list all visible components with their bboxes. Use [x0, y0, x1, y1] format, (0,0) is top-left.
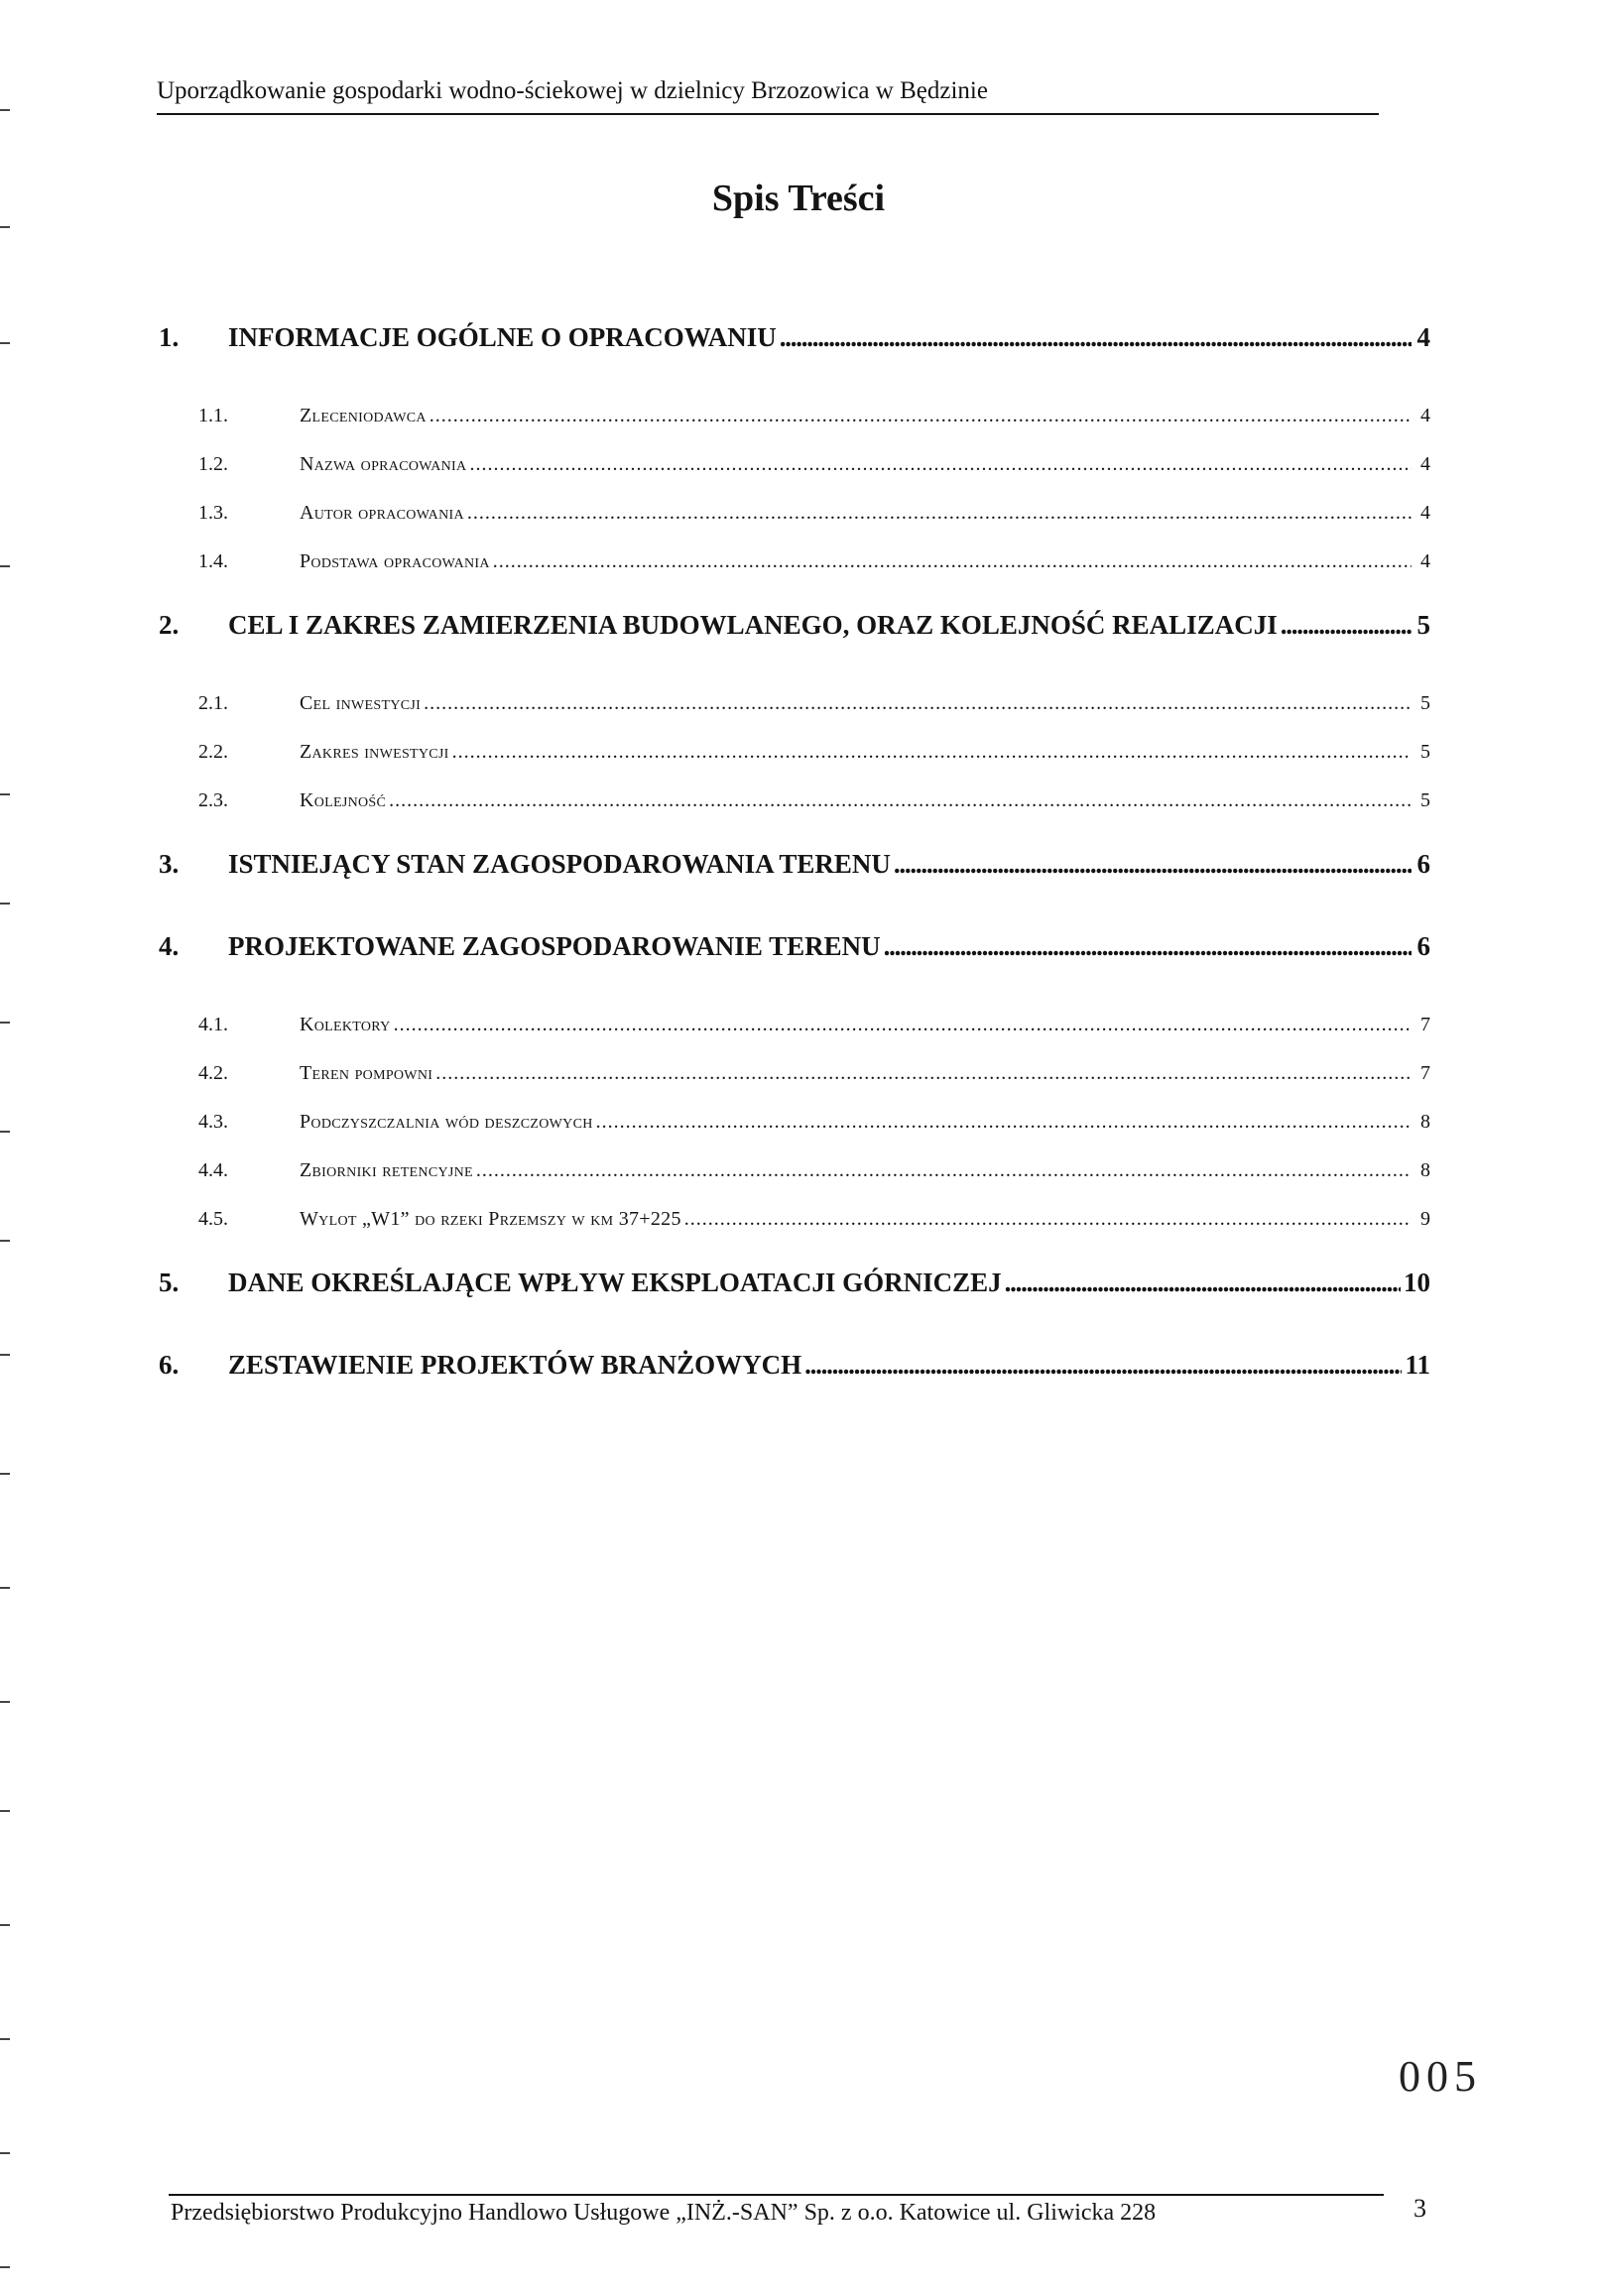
- toc-dot-leader: [804, 1350, 1402, 1381]
- toc-section-entry[interactable]: [159, 849, 1430, 931]
- toc-dot-leader: [493, 550, 1412, 573]
- toc-entry-label: Wylot „W1” do rzeki Przemszy w km 37+225: [300, 1208, 681, 1230]
- toc-subsection-entry[interactable]: [159, 789, 1430, 849]
- toc-entry-number: 1.2.: [198, 453, 228, 475]
- toc-entry-page: 10: [1404, 1268, 1430, 1297]
- running-footer: Przedsiębiorstwo Produkcyjno Handlowo Usługowe „INŻ.-SAN” Sp. z o.o. Katowice ul. Gliwicka 228: [171, 2200, 1157, 2226]
- toc-dot-leader: [452, 741, 1412, 764]
- toc-subsection-entry[interactable]: [159, 1208, 1430, 1268]
- toc-entry-label: Podczyszczalnia wód deszczowych: [300, 1111, 593, 1133]
- toc-subsection-entry[interactable]: [159, 550, 1430, 610]
- toc-dot-leader: [435, 1062, 1412, 1085]
- toc-subsection-entry[interactable]: [159, 502, 1430, 550]
- toc-dot-leader: [467, 502, 1412, 525]
- toc-entry-label: ISTNIEJĄCY STAN ZAGOSPODAROWANIA TERENU: [228, 849, 891, 879]
- page-number: 3: [1413, 2194, 1426, 2223]
- toc-entry-label: Teren pompowni: [300, 1062, 433, 1084]
- toc-entry-page: 7: [1420, 1062, 1430, 1084]
- toc-entry-number: 1.1.: [198, 405, 228, 426]
- margin-scan-marks: [0, 0, 12, 2296]
- toc-entry-number: 6.: [159, 1350, 180, 1380]
- toc-dot-leader: [894, 849, 1412, 880]
- toc-dot-leader: [430, 405, 1412, 427]
- toc-entry-number: 4.4.: [198, 1159, 228, 1181]
- toc-section-entry[interactable]: [159, 610, 1430, 692]
- toc-subsection-entry[interactable]: [159, 405, 1430, 453]
- toc-entry-number: 4.2.: [198, 1062, 228, 1084]
- toc-entry-number: 2.1.: [198, 692, 228, 714]
- toc-entry-page: 8: [1420, 1159, 1430, 1181]
- toc-section-entry[interactable]: [159, 1268, 1430, 1350]
- toc-entry-page: 5: [1416, 610, 1430, 640]
- toc-entry-number: 1.4.: [198, 550, 228, 572]
- toc-subsection-entry[interactable]: [159, 1062, 1430, 1111]
- toc-entry-number: 3.: [159, 849, 180, 879]
- toc-entry-label: Zakres inwestycji: [300, 741, 449, 763]
- toc-entry-page: 4: [1416, 322, 1430, 352]
- toc-dot-leader: [469, 453, 1412, 476]
- toc-entry-number: 4.: [159, 931, 180, 961]
- toc-dot-leader: [884, 931, 1412, 962]
- toc-dot-leader: [394, 1014, 1412, 1036]
- toc-section-entry[interactable]: [159, 931, 1430, 1014]
- toc-subsection-entry[interactable]: [159, 1159, 1430, 1208]
- toc-entry-label: Kolejność: [300, 789, 387, 811]
- toc-entry-page: 6: [1416, 931, 1430, 961]
- toc-entry-label: Podstawa opracowania: [300, 550, 490, 572]
- toc-dot-leader: [424, 692, 1412, 715]
- toc-entry-number: 4.3.: [198, 1111, 228, 1133]
- page-stamp: 005: [1399, 2052, 1482, 2101]
- toc-entry-page: 4: [1420, 405, 1430, 426]
- toc-subsection-entry[interactable]: [159, 692, 1430, 741]
- toc-subsection-entry[interactable]: [159, 1014, 1430, 1062]
- toc-entry-number: 4.1.: [198, 1014, 228, 1035]
- toc-entry-label: Kolektory: [300, 1014, 391, 1035]
- toc-section-entry[interactable]: [159, 322, 1430, 405]
- toc-entry-label: Nazwa opracowania: [300, 453, 467, 475]
- toc-dot-leader: [596, 1111, 1412, 1134]
- toc-subsection-entry[interactable]: [159, 453, 1430, 502]
- toc-dot-leader: [780, 322, 1412, 353]
- toc-entry-label: Zbiorniki retencyjne: [300, 1159, 473, 1181]
- toc-dot-leader: [1281, 610, 1412, 641]
- toc-entry-number: 2.3.: [198, 789, 228, 811]
- toc-entry-page: 4: [1420, 550, 1430, 572]
- toc-subsection-entry[interactable]: [159, 741, 1430, 789]
- toc-entry-label: Zleceniodawca: [300, 405, 427, 426]
- toc-subsection-entry[interactable]: [159, 1111, 1430, 1159]
- toc-entry-label: Cel inwestycji: [300, 692, 422, 714]
- toc-entry-page: 7: [1420, 1014, 1430, 1035]
- toc-entry-number: 5.: [159, 1268, 180, 1297]
- toc-dot-leader: [1005, 1268, 1401, 1298]
- toc-dot-leader: [476, 1159, 1412, 1182]
- toc-entry-label: Autor opracowania: [300, 502, 464, 524]
- toc-entry-number: 2.: [159, 610, 180, 640]
- toc-entry-number: 1.: [159, 322, 180, 352]
- toc-entry-label: INFORMACJE OGÓLNE O OPRACOWANIU: [228, 322, 777, 352]
- toc-entry-page: 4: [1420, 453, 1430, 475]
- footer-rule: [169, 2194, 1384, 2196]
- toc-entry-page: 6: [1416, 849, 1430, 879]
- toc-entry-label: ZESTAWIENIE PROJEKTÓW BRANŻOWYCH: [228, 1350, 802, 1380]
- toc-entry-page: 8: [1420, 1111, 1430, 1133]
- toc-entry-number: 2.2.: [198, 741, 228, 763]
- toc-dot-leader: [389, 789, 1412, 812]
- toc-entry-page: 5: [1420, 741, 1430, 763]
- toc-entry-number: 1.3.: [198, 502, 228, 524]
- toc-entry-label: DANE OKREŚLAJĄCE WPŁYW EKSPLOATACJI GÓRNICZEJ: [228, 1268, 1002, 1297]
- table-of-contents: [159, 322, 1430, 1432]
- toc-entry-page: 9: [1420, 1208, 1430, 1230]
- toc-entry-label: CEL I ZAKRES ZAMIERZENIA BUDOWLANEGO, ORAZ KOLEJNOŚĆ REALIZACJI: [228, 610, 1278, 640]
- toc-entry-page: 5: [1420, 789, 1430, 811]
- toc-entry-page: 11: [1405, 1350, 1430, 1380]
- running-header: Uporządkowanie gospodarki wodno-ściekowej w dzielnicy Brzozowica w Będzinie: [157, 77, 1379, 115]
- toc-entry-page: 5: [1420, 692, 1430, 714]
- toc-entry-page: 4: [1420, 502, 1430, 524]
- toc-section-entry[interactable]: [159, 1350, 1430, 1432]
- page-title: Spis Treści: [711, 178, 886, 219]
- toc-entry-number: 4.5.: [198, 1208, 228, 1230]
- toc-entry-label: PROJEKTOWANE ZAGOSPODAROWANIE TERENU: [228, 931, 881, 961]
- toc-dot-leader: [684, 1208, 1412, 1231]
